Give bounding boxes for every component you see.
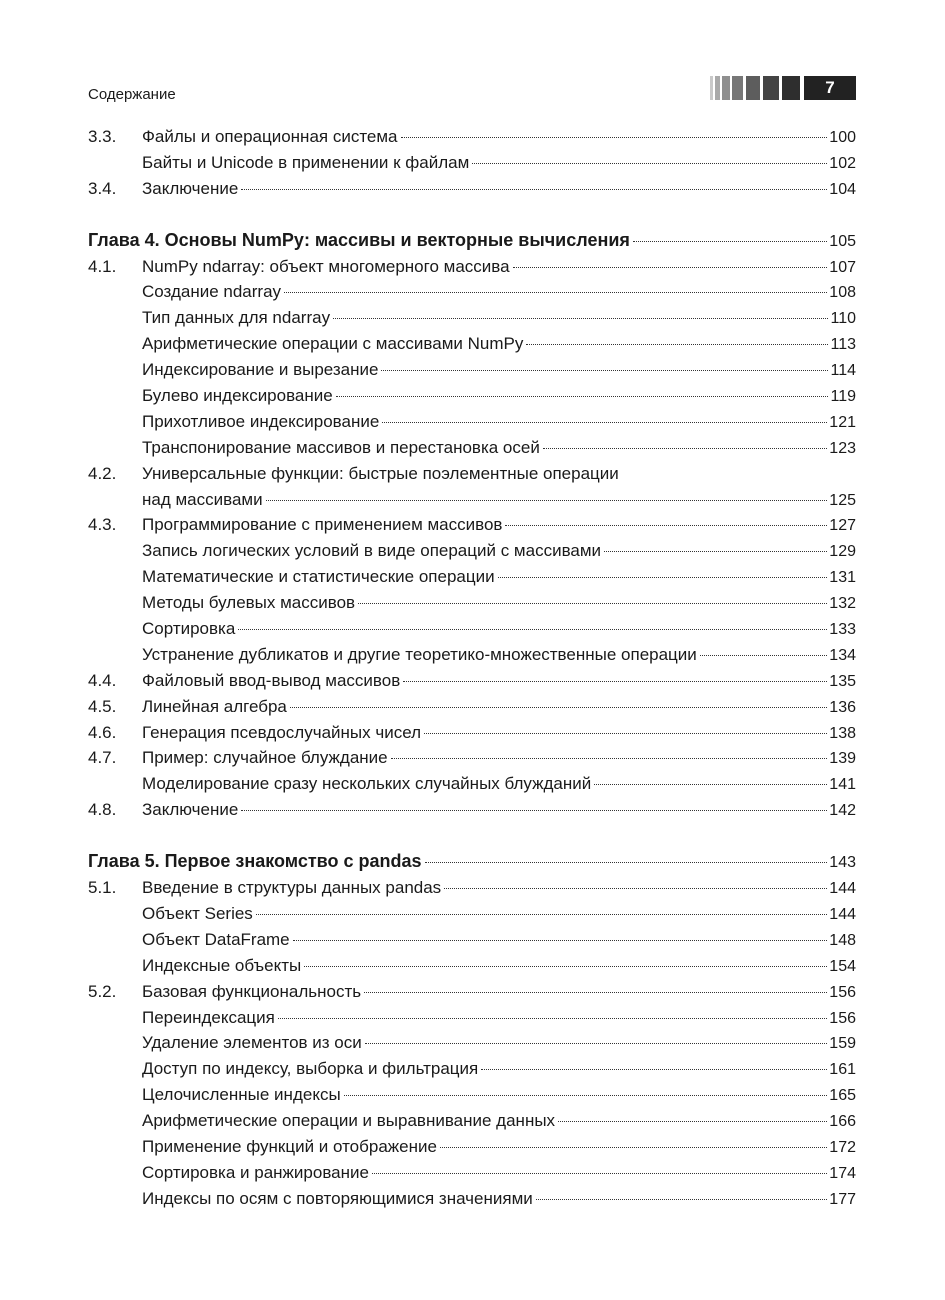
entry-page: 123 (829, 439, 856, 457)
toc-entry[interactable] (88, 279, 856, 305)
dot-leader (278, 1018, 827, 1019)
decor-bar (782, 76, 800, 100)
toc-entry-continued[interactable] (88, 487, 856, 513)
entry-page: 136 (829, 698, 856, 716)
toc-entry[interactable] (88, 538, 856, 564)
entry-title: Сортировка и ранжирование (142, 1162, 369, 1182)
toc-entry[interactable] (88, 1082, 856, 1108)
entry-page: 121 (829, 413, 856, 431)
section-number: 3.3. (88, 127, 117, 146)
toc-entry[interactable] (88, 1056, 856, 1082)
dot-leader (391, 758, 828, 759)
toc-entry[interactable] (88, 953, 856, 979)
entry-title: над массивами (142, 489, 263, 509)
entry-page: 159 (829, 1035, 856, 1053)
dot-leader (290, 707, 827, 708)
entry-page: 142 (829, 802, 856, 820)
toc-entry[interactable] (88, 771, 856, 797)
entry-title: Объект DataFrame (142, 929, 290, 949)
toc-entry[interactable] (88, 927, 856, 953)
dot-leader (293, 940, 828, 941)
section-number: 4.7. (88, 748, 117, 768)
section-number: 5.1. (88, 878, 117, 898)
toc-entry[interactable] (88, 694, 856, 720)
entry-title: Объект Series (142, 903, 253, 923)
entry-title: NumPy ndarray: объект многомерного массива (142, 256, 510, 276)
entry-title: Введение в структуры данных pandas (142, 878, 442, 898)
entry-title: Переиндексация (142, 1007, 275, 1027)
dot-leader (381, 370, 828, 371)
table-of-contents (88, 124, 856, 1212)
toc-entry[interactable] (88, 979, 856, 1005)
toc-entry[interactable] (88, 1030, 856, 1056)
entry-page: 148 (829, 931, 856, 949)
entry-title: Математические и статистические операции (142, 567, 495, 587)
entry-title: Методы булевых массивов (142, 593, 356, 613)
entry-title: Запись логических условий в виде операций с массивами (142, 541, 602, 561)
dot-leader (700, 655, 828, 656)
dot-leader (425, 862, 828, 863)
dot-leader (358, 603, 827, 604)
entry-title: Заключение (142, 800, 239, 820)
entry-page: 125 (829, 491, 856, 509)
dot-leader (304, 966, 827, 967)
dot-leader (440, 1147, 827, 1148)
entry-title: Пример: случайное блуждание (142, 748, 388, 768)
dot-leader (382, 422, 827, 423)
toc-entry[interactable] (88, 409, 856, 435)
entry-page: 156 (829, 983, 856, 1001)
section-number: 5.2. (88, 981, 117, 1001)
decor-bar (746, 76, 760, 100)
entry-title: Арифметические операции с массивами NumPy (142, 334, 524, 354)
entry-page: 165 (829, 1087, 856, 1105)
toc-entry[interactable] (88, 254, 856, 280)
entry-title: Устранение дубликатов и другие теоретико-множественные операции (142, 644, 697, 664)
toc-entry[interactable] (88, 745, 856, 771)
toc-block-chapter4-b (88, 512, 856, 823)
toc-entry[interactable] (88, 357, 856, 383)
dot-leader (241, 189, 827, 190)
toc-entry[interactable] (88, 331, 856, 357)
entry-page: 166 (829, 1113, 856, 1131)
toc-entry[interactable] (88, 1186, 856, 1212)
decor-bar (763, 76, 779, 100)
entry-title: Индексирование и вырезание (142, 360, 379, 380)
entry-title: Программирование с применением массивов (142, 515, 503, 535)
entry-page: 108 (829, 284, 856, 302)
dot-leader (604, 551, 827, 552)
entry-title: Транспонирование массивов и перестановка осей (142, 437, 540, 457)
toc-entry[interactable] (88, 1005, 856, 1031)
entry-page: 161 (829, 1061, 856, 1079)
entry-title: Файловый ввод-вывод массивов (142, 670, 401, 690)
dot-leader (424, 733, 827, 734)
section-number: 4.2. (88, 463, 117, 483)
entry-page: 144 (829, 880, 856, 898)
dot-leader (401, 137, 828, 138)
toc-entry[interactable] (88, 150, 856, 176)
toc-entry[interactable] (88, 668, 856, 694)
entry-title: Линейная алгебра (142, 696, 287, 716)
chapter-4-heading[interactable] (88, 228, 856, 254)
dot-leader (266, 500, 828, 501)
entry-title: Индексы по осям с повторяющимися значениями (142, 1188, 533, 1208)
toc-entry[interactable] (88, 435, 856, 461)
entry-page: 129 (829, 543, 856, 561)
entry-title: Целочисленные индексы (142, 1085, 341, 1105)
toc-entry[interactable] (88, 305, 856, 331)
entry-page: 132 (829, 595, 856, 613)
toc-entry[interactable] (88, 901, 856, 927)
page-number: 7 (804, 76, 856, 100)
entry-page: 119 (830, 388, 856, 406)
toc-entry[interactable] (88, 176, 856, 202)
chapter-title: Глава 5. Первое знакомство с pandas (88, 851, 422, 872)
entry-page: 114 (830, 362, 856, 380)
dot-leader (526, 344, 828, 345)
entry-title: Сортировка (142, 619, 236, 639)
dot-leader (536, 1199, 828, 1200)
entry-page: 154 (829, 957, 856, 975)
toc-entry[interactable] (88, 124, 856, 150)
entry-page: 107 (829, 258, 856, 276)
entry-page: 127 (829, 517, 856, 535)
chapter-page: 105 (829, 232, 856, 250)
entry-title: Заключение (142, 178, 239, 198)
toc-entry[interactable] (88, 797, 856, 823)
section-number: 4.3. (88, 515, 117, 535)
dot-leader (558, 1121, 827, 1122)
section-number: 3.4. (88, 178, 117, 198)
toc-block-chapter5 (88, 875, 856, 1212)
toc-entry[interactable] (88, 1108, 856, 1134)
dot-leader (372, 1173, 827, 1174)
decor-bar (722, 76, 730, 100)
dot-leader (633, 241, 827, 242)
toc-entry[interactable] (88, 875, 856, 901)
dot-leader (403, 681, 827, 682)
dot-leader (498, 577, 828, 578)
dot-leader (513, 267, 828, 268)
entry-title: Индексные объекты (142, 955, 302, 975)
decor-bar (715, 76, 720, 100)
chapter-5-heading[interactable] (88, 849, 856, 875)
dot-leader (543, 448, 827, 449)
dot-leader (594, 784, 827, 785)
entry-page: 104 (829, 180, 856, 198)
decor-bar (732, 76, 743, 100)
dot-leader (333, 318, 828, 319)
section-number: 4.6. (88, 722, 117, 742)
section-number: 4.8. (88, 800, 117, 820)
entry-title: Тип данных для ndarray (142, 308, 331, 328)
dot-leader (256, 914, 827, 915)
toc-entry[interactable] (88, 461, 856, 487)
entry-title: Байты и Unicode в применении к файлам (142, 152, 470, 172)
entry-title: Удаление элементов из оси (142, 1033, 362, 1053)
dot-leader (444, 888, 827, 889)
entry-page: 139 (829, 750, 856, 768)
dot-leader (505, 525, 827, 526)
running-head: Содержание (88, 86, 176, 103)
page-header (88, 74, 856, 104)
entry-page: 138 (829, 724, 856, 742)
dot-leader (344, 1095, 828, 1096)
dot-leader (241, 810, 827, 811)
dot-leader (365, 1043, 828, 1044)
toc-entry[interactable] (88, 590, 856, 616)
entry-page: 177 (829, 1190, 856, 1208)
entry-page: 102 (829, 154, 856, 172)
entry-page: 133 (829, 621, 856, 639)
dot-leader (238, 629, 827, 630)
section-number: 4.1. (88, 256, 117, 276)
chapter-title: Глава 4. Основы NumPy: массивы и векторные вычисления (88, 229, 630, 250)
entry-title: Универсальные функции: быстрые поэлементные операции (142, 463, 619, 483)
toc-entry[interactable] (88, 720, 856, 746)
section-number: 4.4. (88, 670, 117, 690)
entry-title: Прихотливое индексирование (142, 411, 380, 431)
entry-title: Моделирование сразу нескольких случайных блужданий (142, 774, 592, 794)
toc-entry[interactable] (88, 564, 856, 590)
entry-page: 134 (829, 646, 856, 664)
dot-leader (481, 1069, 827, 1070)
chapter-page: 143 (829, 854, 856, 872)
entry-title: Базовая функциональность (142, 981, 362, 1001)
entry-title: Применение функций и отображение (142, 1136, 437, 1156)
dot-leader (364, 992, 827, 993)
toc-block-chapter4-a (88, 254, 856, 461)
toc-entry[interactable] (88, 1134, 856, 1160)
page-number-tab (710, 76, 856, 100)
toc-entry[interactable] (88, 512, 856, 538)
entry-page: 131 (829, 569, 856, 587)
entry-page: 100 (829, 129, 856, 146)
entry-page: 135 (829, 672, 856, 690)
entry-title: Доступ по индексу, выборка и фильтрация (142, 1059, 479, 1079)
entry-title: Файлы и операционная система (142, 127, 398, 146)
entry-page: 144 (829, 905, 856, 923)
entry-page: 141 (829, 776, 856, 794)
decor-bar (710, 76, 713, 100)
entry-page: 172 (829, 1138, 856, 1156)
toc-block-chapter3 (88, 124, 856, 202)
section-number: 4.5. (88, 696, 117, 716)
toc-entry[interactable] (88, 642, 856, 668)
entry-page: 110 (830, 310, 856, 328)
entry-title: Булево индексирование (142, 386, 333, 406)
dot-leader (284, 292, 827, 293)
toc-entry[interactable] (88, 616, 856, 642)
entry-title: Создание ndarray (142, 282, 282, 302)
dot-leader (336, 396, 829, 397)
entry-page: 156 (829, 1009, 856, 1027)
entry-title: Генерация псевдослучайных чисел (142, 722, 422, 742)
entry-title: Арифметические операции и выравнивание данных (142, 1111, 556, 1131)
toc-entry[interactable] (88, 1160, 856, 1186)
toc-entry[interactable] (88, 383, 856, 409)
entry-page: 113 (830, 336, 856, 354)
entry-page: 174 (829, 1164, 856, 1182)
dot-leader (472, 163, 827, 164)
